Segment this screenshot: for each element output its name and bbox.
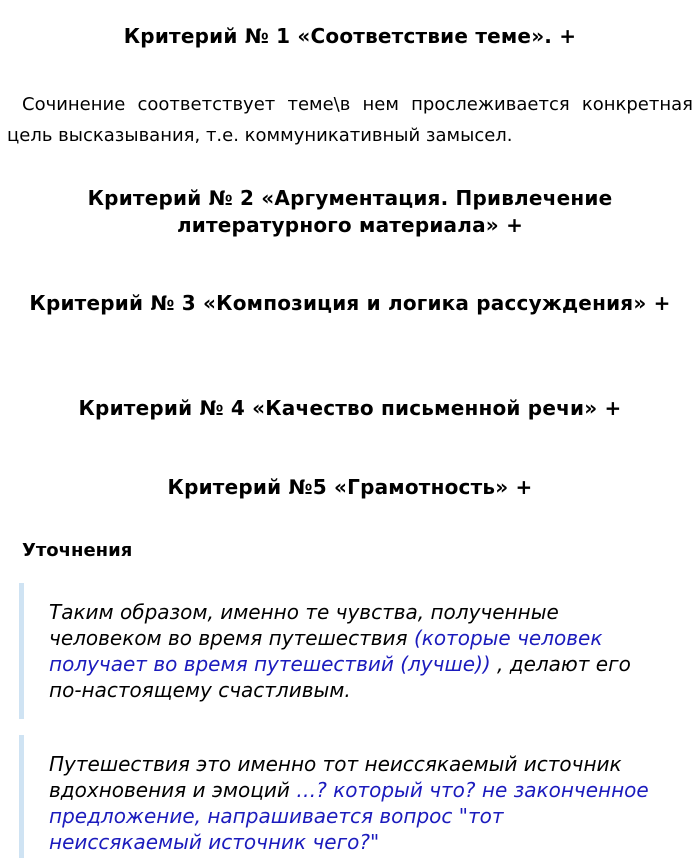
criterion-1-heading: Критерий № 1 «Соответствие теме». + <box>123 24 577 48</box>
criterion-2-heading: Критерий № 2 «Аргументация. Привлечение литературного материала» + <box>87 186 613 237</box>
clarification-note-1 <box>19 583 679 719</box>
criterion-1-comment: Сочинение соответствует теме\в нем прослеживается конкретная цель высказывания, т.е. коммуникативный замысел. <box>7 94 693 146</box>
note-text-after: , делают его по-настоящему счастливым. <box>49 652 631 702</box>
criterion-5-heading: Критерий №5 «Грамотность» + <box>167 475 533 499</box>
criterion-4-heading: Критерий № 4 «Качество письменной речи» + <box>78 396 622 420</box>
correction-text: (которые человек получает во время путешествий (лучше)) <box>49 626 603 676</box>
clarification-note-2 <box>19 735 679 858</box>
criterion-3-heading: Критерий № 3 «Композиция и логика рассуждения» + <box>29 291 671 315</box>
clarifications-heading: Уточнения <box>22 540 133 561</box>
correction-text: …? который что? не законченное предложение, напрашивается вопрос "тот неиссякаемый источник чего?" <box>49 778 649 854</box>
note-text-before: Путешествия это именно тот неиссякаемый источник вдохновения и эмоций <box>49 752 622 802</box>
note-text-before: Таким образом, именно те чувства, полученные человеком во время путешествия <box>49 600 559 650</box>
